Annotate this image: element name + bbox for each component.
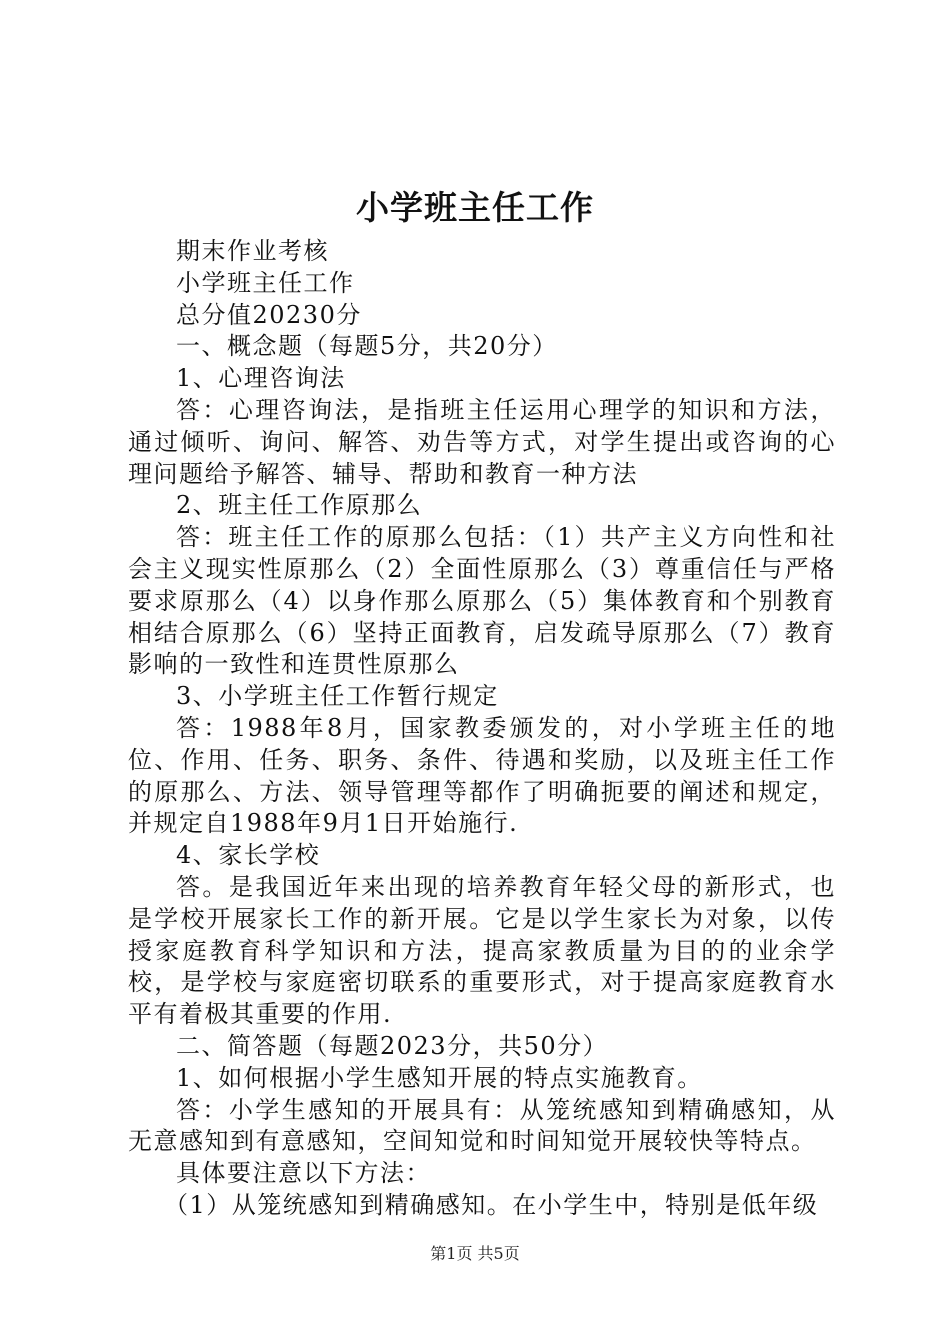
- answer-paragraph: 答：1988年8月，国家教委颁发的，对小学班主任的地位、作用、任务、职务、条件、待遇和奖励，以及班主任工作的原那么、方法、领导管理等都作了明确扼要的阐述和规定，并规定自1988年9月1日开始施行.: [128, 713, 836, 838]
- paragraph-total-score: 总分值20230分: [176, 300, 362, 329]
- section-heading-short-answer: 二、简答题（每题2023分，共50分）: [176, 1031, 609, 1060]
- document-body: [128, 236, 836, 1222]
- question-heading: 3、小学班主任工作暂行规定: [176, 682, 499, 711]
- answer-paragraph: 具体要注意以下方法：: [176, 1159, 431, 1188]
- page-footer: 第1页 共5页: [430, 1244, 520, 1263]
- question-heading: 4、家长学校: [176, 841, 321, 870]
- question-heading: 1、心理咨询法: [176, 364, 346, 393]
- answer-paragraph: 答。是我国近年来出现的培养教育年轻父母的新形式，也是学校开展家长工作的新开展。它是以学生家长为对象，以传授家庭教育科学知识和方法，提高家教质量为目的的业余学校，是学校与家庭密切联系的重要形式，对于提高家庭教育水平有着极其重要的作用.: [128, 872, 836, 1029]
- document-title: 小学班主任工作: [356, 188, 594, 227]
- paragraph-exam-label: 期末作业考核: [176, 237, 329, 265]
- answer-paragraph: 答：心理咨询法，是指班主任运用心理学的知识和方法，通过倾听、询问、解答、劝告等方式，对学生提出或咨询的心理问题给予解答、辅导、帮助和教育一种方法: [128, 395, 836, 488]
- answer-paragraph: 答：班主任工作的原那么包括：（1）共产主义方向性和社会主义现实性原那么（2）全面性原那么（3）尊重信任与严格要求原那么（4）以身作那么原那么（5）集体教育和个别教育相结合原那么（6）坚持正面教育，启发疏导原那么（7）教育影响的一致性和连贯性原那么: [128, 523, 836, 679]
- paragraph-subject: 小学班主任工作: [176, 268, 355, 297]
- answer-list-item: （1）从笼统感知到精确感知。在小学生中，特别是低年级: [164, 1190, 819, 1219]
- question-heading: 1、如何根据小学生感知开展的特点实施教育。: [176, 1063, 703, 1092]
- question-heading: 2、班主任工作原那么: [176, 491, 423, 520]
- section-heading-concepts: 一、概念题（每题5分，共20分）: [176, 332, 558, 361]
- answer-paragraph: 答：小学生感知的开展具有：从笼统感知到精确感知，从无意感知到有意感知，空间知觉和时间知觉开展较快等特点。: [128, 1095, 836, 1156]
